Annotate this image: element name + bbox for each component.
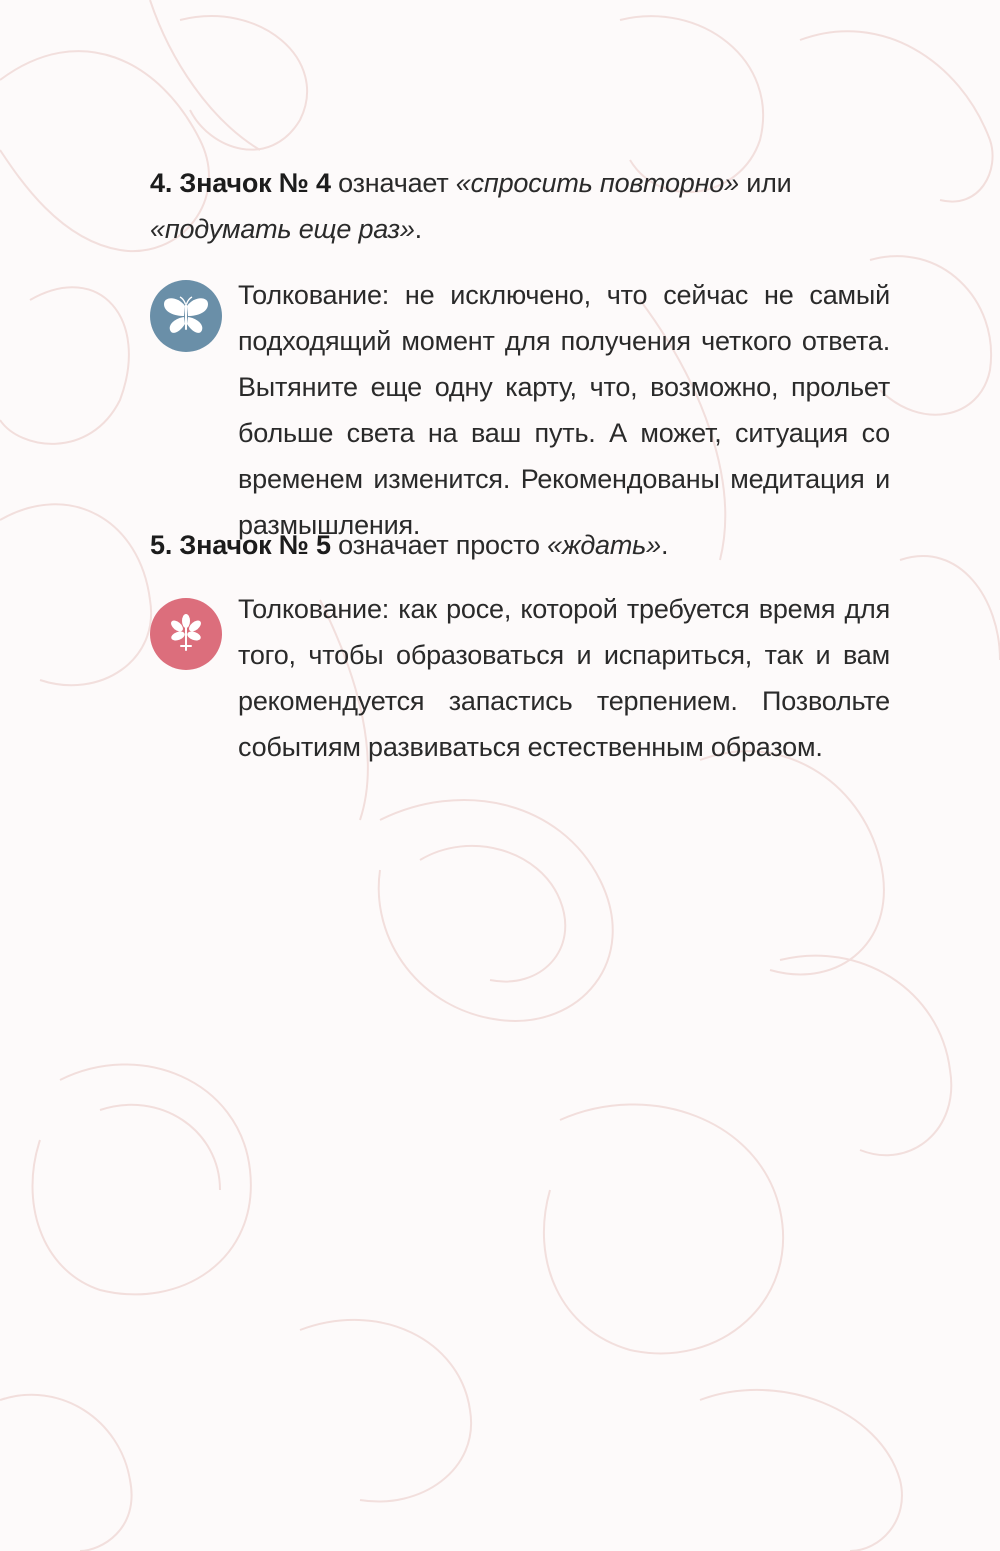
- item-5-heading: [150, 522, 892, 568]
- item-4-text-between: или: [738, 168, 792, 198]
- item-4-number: 4. Значок № 4: [150, 168, 331, 198]
- item-4-italic-1: «спросить повторно»: [455, 168, 739, 198]
- item-4-heading: [150, 160, 892, 252]
- item-5-text-before: означает просто: [330, 530, 548, 560]
- item-4-text-before: означает: [330, 168, 456, 198]
- item-5-italic-1: «ждать»: [547, 530, 661, 560]
- item-4-italic-2: «подумать еще раз»: [150, 214, 415, 244]
- item-5-number: 5. Значок № 5: [150, 530, 331, 560]
- item-4-text-after: .: [414, 214, 422, 244]
- item-5-text-after: .: [660, 530, 669, 560]
- item-5-interpretation: Толкование: как росе, которой требуется время для того, чтобы образоваться и испариться, так и вам рекомендуется запастись терпением. Позвольте событиям развиваться естественным образом.: [238, 594, 890, 762]
- item-4-interpretation: Толкование: не исключено, что сейчас не самый подходящий момент для получения четкого ответа. Вытяните еще одну карту, что, возможно, прольет больше света на ваш путь. А может, ситуация со временем изменится. Рекомендованы медитация и размышления.: [238, 280, 890, 540]
- flower-icon: [150, 598, 222, 670]
- butterfly-icon: [150, 280, 222, 352]
